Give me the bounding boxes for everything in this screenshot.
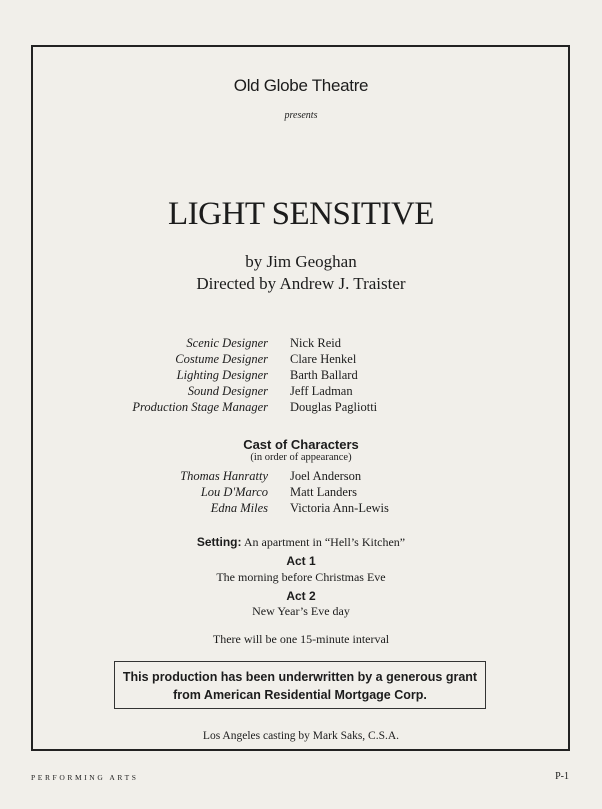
cast-row	[0, 500, 602, 516]
grant-box	[114, 661, 486, 709]
credit-name: Jeff Ladman	[290, 384, 353, 398]
playwright-byline: by Jim Geoghan	[245, 252, 357, 271]
casting-credit: Los Angeles casting by Mark Saks, C.S.A.	[202, 730, 400, 742]
cast-subheading: (in order of appearance)	[250, 452, 352, 463]
director-credit: Directed by Andrew J. Traister	[196, 274, 406, 293]
interval-note: There will be one 15-minute interval	[212, 632, 390, 646]
cast-list	[0, 468, 602, 516]
credit-row	[0, 335, 602, 351]
credit-row	[0, 399, 602, 415]
cast-row	[0, 484, 602, 500]
character-name: Lou D'Marco	[200, 485, 268, 499]
play-title: LIGHT SENSITIVE	[168, 196, 434, 232]
presents-label: presents	[284, 110, 318, 121]
credit-role: Scenic Designer	[186, 336, 268, 350]
act-2-heading: Act 2	[286, 589, 316, 603]
credit-name: Douglas Pagliotti	[290, 400, 378, 414]
setting-text: An apartment in “Hell’s Kitchen”	[241, 535, 406, 549]
theatre-name: Old Globe Theatre	[233, 76, 369, 95]
credit-name: Barth Ballard	[290, 368, 358, 382]
cast-row	[0, 468, 602, 484]
credit-name: Nick Reid	[290, 336, 342, 350]
credit-role: Lighting Designer	[176, 368, 268, 382]
footer-publication: PERFORMING ARTS	[31, 773, 139, 782]
actor-name: Matt Landers	[290, 485, 357, 499]
page-number: P-1	[555, 771, 569, 782]
character-name: Edna Miles	[210, 501, 268, 515]
act-1-heading: Act 1	[286, 554, 316, 568]
credit-role: Costume Designer	[175, 352, 268, 366]
act-2-description: New Year’s Eve day	[252, 604, 350, 618]
grant-line-1: This production has been underwritten by a generous grant	[122, 670, 478, 684]
credit-row	[0, 367, 602, 383]
actor-name: Joel Anderson	[290, 469, 362, 483]
cast-heading: Cast of Characters	[243, 437, 359, 452]
credit-row	[0, 383, 602, 399]
design-credits	[0, 335, 602, 415]
credit-role: Production Stage Manager	[132, 400, 268, 414]
grant-line-2: from American Residential Mortgage Corp.	[173, 688, 427, 702]
credit-role: Sound Designer	[187, 384, 268, 398]
act-1-description: The morning before Christmas Eve	[216, 570, 386, 584]
setting-line	[0, 535, 602, 550]
credit-row	[0, 351, 602, 367]
character-name: Thomas Hanratty	[180, 469, 268, 483]
actor-name: Victoria Ann-Lewis	[290, 501, 389, 515]
setting-label: Setting:	[196, 535, 242, 549]
credit-name: Clare Henkel	[290, 352, 357, 366]
